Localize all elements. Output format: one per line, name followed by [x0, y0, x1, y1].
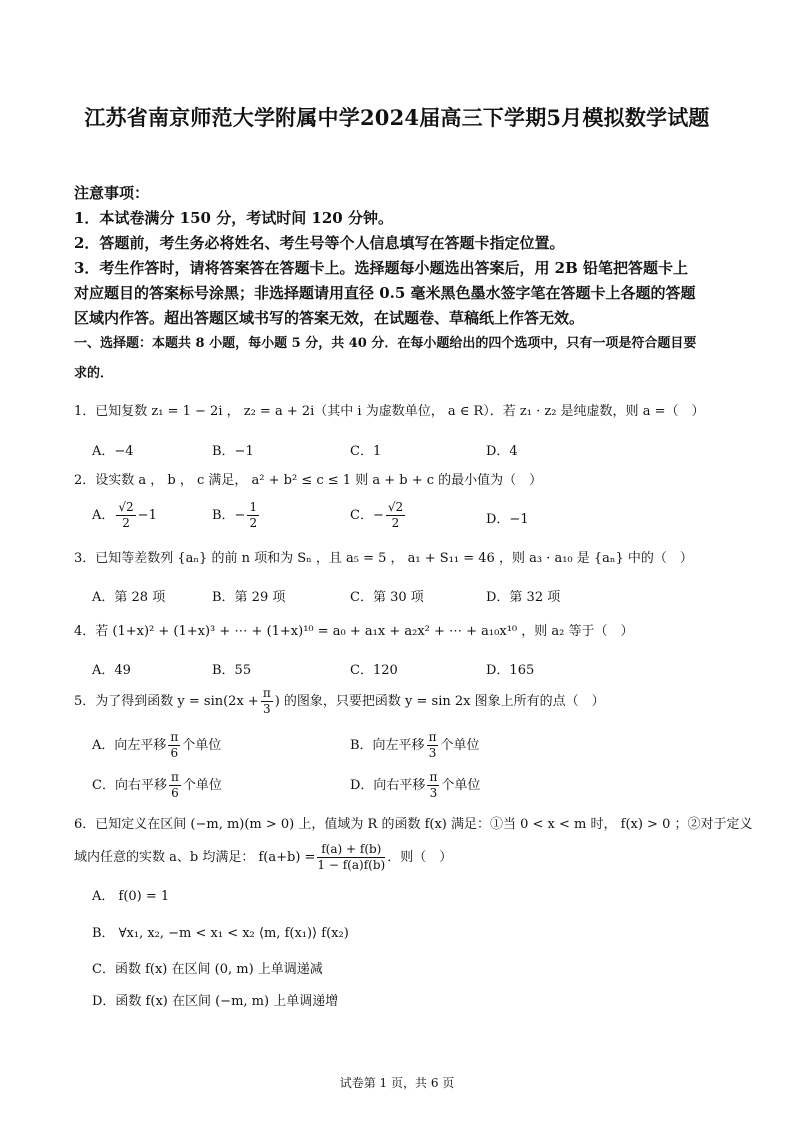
question-2-options: [92, 500, 732, 536]
notice-item-2: 2．答题前，考生务必将姓名、考生号等个人信息填写在答题卡指定位置。: [74, 234, 565, 252]
question-2: 2．设实数 a ， b ， c 满足， a² + b² ≤ c ≤ 1 则 a + b + c 的最小值为（ ）: [74, 473, 543, 488]
question-5: 5．为了得到函数 y = sin(2x + $\frac{\pi}{3}$ ) 的图象，只要把函数 y = sin 2x 图象上所有的点（ ）: [74, 686, 605, 716]
notice-item-3-line-3: 区域内作答。超出答题区域书写的答案无效，在试题卷、草稿纸上作答无效。: [74, 309, 585, 327]
question-5-options-row-1: [92, 730, 732, 766]
q3-option-a: A．第 28 项: [92, 590, 166, 605]
question-5-options-row-2: [92, 770, 732, 806]
q1-option-b: B．−1: [212, 444, 254, 459]
q4-option-b: B．55: [212, 663, 252, 678]
question-6-line-2: 域内任意的实数 a、b 均满足： f(a+b) = $\frac{f(a) + f(b)}{1 - f(a)f(b)}$ ．则（ ）: [74, 842, 453, 872]
q2-option-d: D．−1: [486, 512, 529, 527]
q1-option-d: D．4: [486, 444, 518, 459]
notice-item-1: 1．本试卷满分 150 分，考试时间 120 分钟。: [74, 209, 393, 227]
section-heading-line-1: 一、选择题：本题共 8 小题，每小题 5 分，共 40 分．在每小题给出的四个选项中，只有一项是符合题目要: [74, 336, 697, 351]
q4-option-c: C．120: [350, 663, 398, 678]
question-1-options: [92, 440, 732, 464]
q6-option-a: A． f(0) = 1: [92, 889, 170, 904]
q1-option-c: C．1: [350, 444, 382, 459]
notice-heading: 注意事项：: [74, 184, 150, 202]
question-6-line-1: 6．已知定义在区间 (−m, m)(m > 0) 上，值域为 R 的函数 f(x) 满足：①当 0 < x < m 时， f(x) > 0 ；②对于定义: [74, 817, 753, 832]
exam-title: 江苏省南京师范大学附属中学2024届高三下学期5月模拟数学试题: [84, 105, 710, 130]
q5-option-c: C．向右平移 $\frac{\pi}{6}$ 个单位: [92, 770, 222, 800]
q2-option-c: C．− $\frac{√2}{2}$: [350, 500, 404, 530]
q3-option-b: B．第 29 项: [212, 590, 286, 605]
section-heading-line-2: 求的．: [74, 366, 114, 381]
question-3-options: [92, 586, 732, 610]
question-4-options: [92, 659, 732, 683]
q4-option-a: A．49: [92, 663, 131, 678]
question-4: 4．若 (1+x)² + (1+x)³ + ⋯ + (1+x)¹⁰ = a₀ + a₁x + a₂x² + ⋯ + a₁₀x¹⁰ ，则 a₂ 等于（ ）: [74, 624, 634, 639]
q6-option-b: B． ∀x₁, x₂, −m < x₁ < x₂ ⟨m, f(x₁)⟩ f(x₂): [92, 926, 349, 941]
question-1: 1．已知复数 z₁ = 1 − 2i ， z₂ = a + 2i（其中 i 为虚数单位， a ∈ R）．若 z₁ · z₂ 是纯虚数，则 a =（ ）: [74, 404, 705, 419]
notice-item-3-line-2: 对应题目的答案标号涂黑；非选择题请用直径 0.5 毫米黑色墨水签字笔在答题卡上各题的答题: [74, 284, 696, 302]
q5-option-b: B．向左平移 $\frac{\pi}{3}$ 个单位: [350, 730, 480, 760]
q3-option-c: C．第 30 项: [350, 590, 424, 605]
q5-option-d: D．向右平移 $\frac{\pi}{3}$ 个单位: [350, 770, 481, 800]
page-footer: 试卷第 1 页，共 6 页: [339, 1076, 455, 1090]
question-3: 3．已知等差数列 {aₙ} 的前 n 项和为 Sₙ ，且 a₅ = 5 ， a₁ + S₁₁ = 46 ，则 a₃ · a₁₀ 是 {aₙ} 中的（ ）: [74, 551, 693, 566]
q6-option-c: C．函数 f(x) 在区间 (0, m) 上单调递减: [92, 962, 323, 977]
q2-option-b: B．− $\frac{1}{2}$: [212, 500, 258, 530]
notice-item-3-line-1: 3．考生作答时，请将答案答在答题卡上。选择题每小题选出答案后，用 2B 铅笔把答题卡上: [74, 259, 689, 277]
q2-option-a: A． $\frac{√2}{2}$ −1: [92, 500, 157, 530]
q5-option-a: A．向左平移 $\frac{\pi}{6}$ 个单位: [92, 730, 222, 760]
q4-option-d: D．165: [486, 663, 535, 678]
q3-option-d: D．第 32 项: [486, 590, 561, 605]
q6-option-d: D．函数 f(x) 在区间 (−m, m) 上单调递增: [92, 994, 339, 1009]
q1-option-a: A．−4: [92, 444, 134, 459]
